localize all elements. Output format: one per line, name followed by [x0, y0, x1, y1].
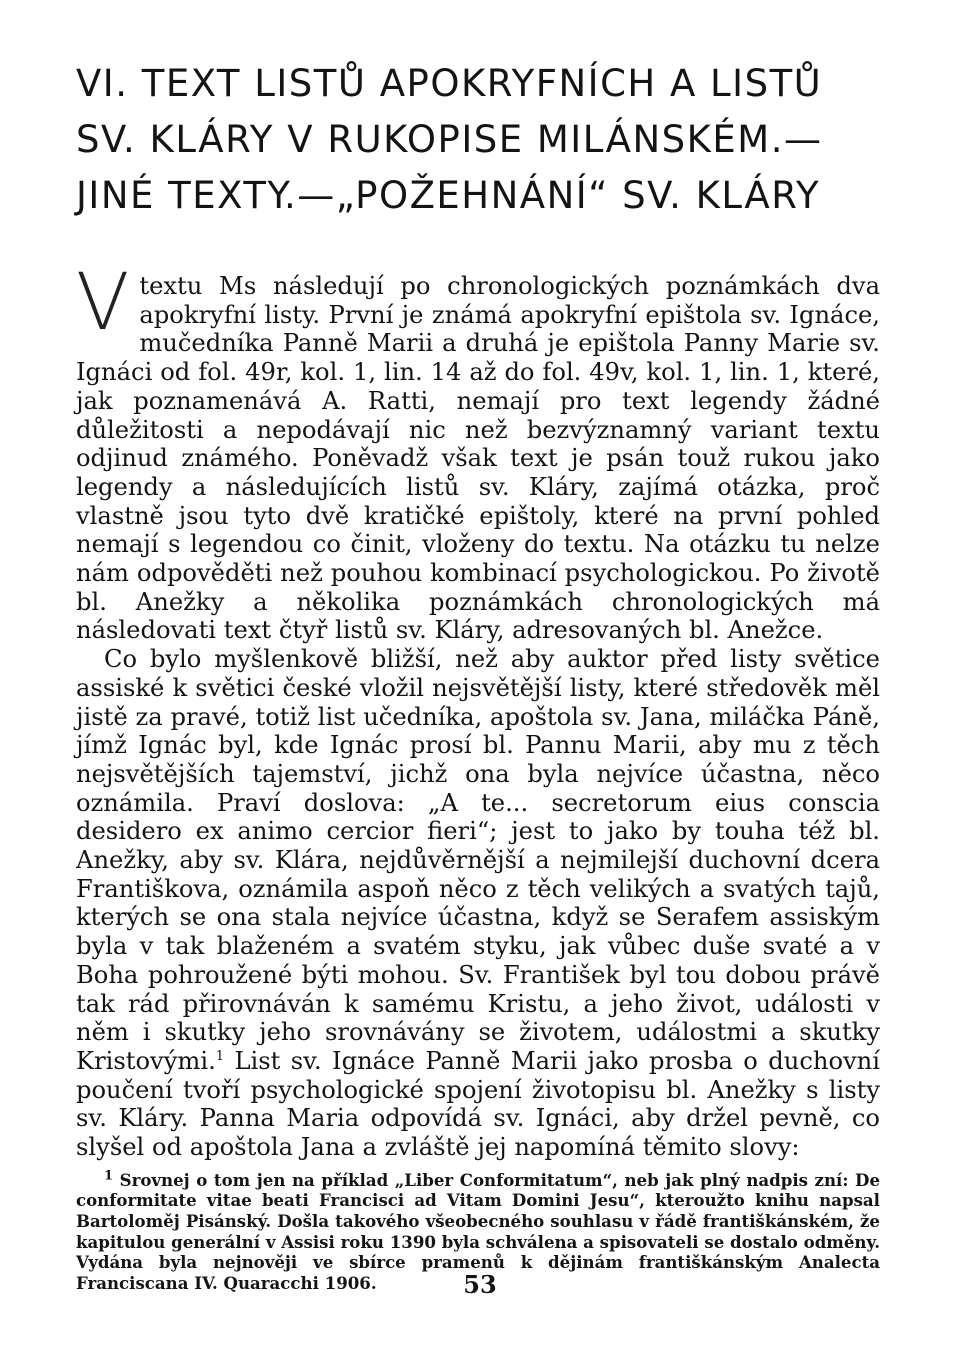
heading-line-1: VI. TEXT LISTŮ APOKRYFNÍCH A LISTŮ [76, 62, 823, 105]
paragraph-2 [76, 645, 880, 1162]
paragraph-2-text: Co bylo myšlenkově bližší, než aby auktor před listy světice assiské k světici české vložil nejsvětější listy, které středověk měl jistě za pravé, totiž list učedníka, apoštola sv. Jana, miláčka Páně, jímž Ignác byl, kde Ignác prosí bl. Pannu Marii, aby mu z těch nejsvětějších tajemství, jichž ona byla nejvíce účastna, něco oznámila. Praví doslova: „A te... secretorum eius conscia desidero ex animo cercior fieri“; jest to jako by touha též bl. Anežky, aby sv. Klára, nejdůvěrnější a nejmilejší duchovní dcera Františkova, oznámila aspoň něco z těch velikých a svatých tajů, kterých se ona stala nejvíce účastna, když se Serafem assiským byla v tak blaženém a svatém styku, jak vůbec duše svaté a v Boha pohroužené býti mohou. Sv. František byl tou dobou právě tak rád přirovnáván k samému Kristu, a jeho život, události v něm i skutky jeho srovnávány se životem, událostmi a skutky Kristovými. [76, 645, 880, 1075]
drop-cap: V [76, 258, 130, 348]
footnote-text: Srovnej o tom jen na příklad „Liber Conformitatum“, neb jak plný nadpis zní: De conformitate vitae beati Francisci ad Vitam Domini Jesu“, kteroužto knihu napsal Bartoloměj Pisánský. Došla takového všeobecného souhlasu v řádě františkánském, že kapitulou generální v Assisi roku 1390 byla schválena a spisovateli se dostalo odměny. Vydána byla nejnověji ve sbírce pramenů k dějinám františkánským Analecta Franciscana IV. Quaracchi 1906. [76, 1169, 880, 1293]
heading-line-3: JINÉ TEXTY.—„POŽEHNÁNÍ“ SV. KLÁRY [76, 174, 821, 217]
footnote-reference: 1 [215, 1048, 225, 1064]
page-number: 53 [463, 1270, 497, 1299]
paragraph-1-text: textu Ms následují po chronologických poznámkách dva apokryfní listy. První je známá apokryfní epištola sv. Ignáce, mučedníka Panně Marii a druhá je epištola Panny Marie sv. Ignáci od fol. 49r, kol. 1, lin. 14 až do fol. 49v, kol. 1, lin. 1, které, jak poznamenává A. Ratti, nemají pro text legendy žádné důležitosti a nepodávají nic než bezvýznamný variant textu odjinud známého. Poněvadž však text je psán touž rukou jako legendy a následujících listů sv. Kláry, zajímá otázka, proč vlastně jsou tyto dvě kratičké epištoly, které na první pohled nemají s legendou co činit, vloženy do textu. Na otázku tu nelze nám odpověděti než pouhou kombinací psychologickou. Po životě bl. Anežky a několika poznámkách chronologických má následovati text čtyř listů sv. Kláry, adresovaných bl. Anežce. [76, 272, 880, 645]
heading-line-2: SV. KLÁRY V RUKOPISE MILÁNSKÉM.— [76, 118, 823, 161]
page [76, 56, 880, 1293]
footnote-marker: 1 [104, 1168, 114, 1184]
chapter-heading [76, 56, 880, 224]
paragraph-1 [76, 258, 880, 645]
paragraph-2-text-continued: List sv. Ignáce Panně Marii jako prosba o duchovní poučení tvoří psychologické spojení životopisu bl. Anežky s listy sv. Kláry. Panna Maria odpovídá sv. Ignáci, aby držel pevně, co slyšel od apoštola Jana a zvláště jej napomíná těmito slovy: [76, 1046, 880, 1162]
